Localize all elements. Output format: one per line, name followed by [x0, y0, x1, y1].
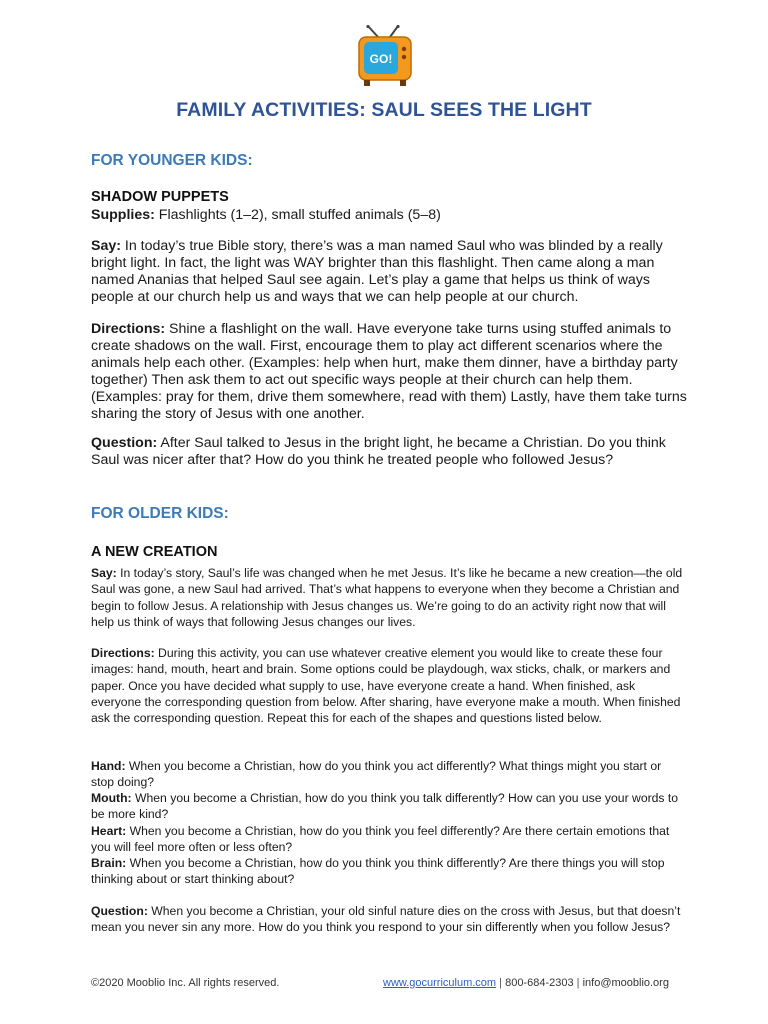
- supplies-text: Flashlights (1–2), small stuffed animals (5–8): [154, 207, 441, 223]
- brain-label: Brain:: [91, 856, 127, 870]
- question-label: Question:: [91, 435, 158, 451]
- say-text: In today’s true Bible story, there’s was a man named Saul who was blinded by a really bright light. In fact, the light was WAY brighter than this flashlight. Then came along a man named Ananias that helped Saul see again. Let’s play a game that helps us think of ways people at our church help us and ways that we can help people at our church.: [91, 238, 663, 305]
- mouth-label: Mouth:: [91, 791, 132, 805]
- mouth-question: [91, 790, 687, 823]
- footer-contact: [383, 977, 669, 989]
- mouth-text: When you become a Christian, how do you think you talk differently? How can you use your words to be more kind?: [91, 791, 679, 822]
- say-label: Say:: [91, 238, 121, 254]
- older-say-paragraph: [91, 565, 687, 630]
- question-text: After Saul talked to Jesus in the bright light, he became a Christian. Do you think Saul was nicer after that? How do you think he treated people who followed Jesus?: [91, 435, 666, 468]
- footer-separator: |: [496, 977, 506, 989]
- phone-number: 800-684-2303: [505, 977, 574, 989]
- website-link[interactable]: www.gocurriculum.com: [383, 977, 497, 989]
- younger-say-paragraph: [91, 238, 691, 306]
- older-directions-paragraph: [91, 645, 687, 726]
- directions-text: Shine a flashlight on the wall. Have everyone take turns using stuffed animals to create shadows on the wall. First, encourage them to play act different scenarios where the animals help each other. (Examples: help when hurt, make them dinner, have a birthday party together) Then ask them to act out specific ways people at their church can help them. (Examples: pray for them, drive them somewhere, read with them) Lastly, have them take turns sharing the story of Jesus with one another.: [91, 321, 687, 422]
- hand-text: When you become a Christian, how do you think you act differently? What things might you start or stop doing?: [91, 759, 662, 790]
- svg-text:GO!: GO!: [369, 52, 393, 66]
- question-text: When you become a Christian, your old sinful nature dies on the cross with Jesus, but that doesn’t mean you never sin any more. How do you think you respond to your sin differently when you follow Jesus?: [91, 904, 681, 935]
- older-kids-heading: FOR OLDER KIDS:: [91, 505, 229, 522]
- supplies-label: Supplies:: [91, 207, 155, 223]
- go-tv-logo: [356, 25, 414, 89]
- shadow-puppets-title: SHADOW PUPPETS: [91, 189, 229, 205]
- directions-text: During this activity, you can use whatever creative element you would like to create these four images: hand, mouth, heart and brain. Some options could be playdough, wax sticks, chalk, or markers and paper. Once you have decided what supply to use, have everyone create a hand. When finished, ask everyone the corresponding question from below. After sharing, have everyone make a mouth. When finished ask the corresponding question. Repeat this for each of the shapes and questions listed below.: [91, 646, 681, 726]
- say-label: Say:: [91, 566, 117, 580]
- hand-label: Hand:: [91, 759, 126, 773]
- new-creation-title: A NEW CREATION: [91, 544, 218, 560]
- email-address: info@mooblio.org: [582, 977, 669, 989]
- hand-question: [91, 758, 687, 791]
- retro-tv-icon: [356, 25, 414, 89]
- say-text: In today’s story, Saul’s life was changed when he met Jesus. It’s like he became a new creation—the old Saul was gone, a new Saul had arrived. That’s what happens to everyone when they become a Christian and begin to follow Jesus. A relationship with Jesus changes us. We’re going to do an activity right now that will help us think of ways that following Jesus changes our lives.: [91, 566, 683, 629]
- heart-question: [91, 823, 687, 856]
- younger-question-paragraph: [91, 435, 691, 469]
- younger-kids-heading: FOR YOUNGER KIDS:: [91, 152, 253, 169]
- footer-separator: |: [573, 977, 583, 989]
- page-title: FAMILY ACTIVITIES: SAUL SEES THE LIGHT: [176, 99, 592, 121]
- heart-text: When you become a Christian, how do you think you feel differently? Are there certain emotions that you will feel more often or less often?: [91, 824, 670, 855]
- directions-label: Directions:: [91, 646, 155, 660]
- directions-label: Directions:: [91, 321, 166, 337]
- heart-label: Heart:: [91, 824, 127, 838]
- copyright-text: ©2020 Mooblio Inc. All rights reserved.: [91, 977, 280, 989]
- older-question-paragraph: [91, 903, 687, 936]
- question-label: Question:: [91, 904, 148, 918]
- younger-directions-paragraph: [91, 321, 691, 422]
- brain-question: [91, 855, 687, 888]
- brain-text: When you become a Christian, how do you think you think differently? Are there things you will stop thinking about or start thinking about?: [91, 856, 665, 887]
- supplies-paragraph: [91, 207, 691, 224]
